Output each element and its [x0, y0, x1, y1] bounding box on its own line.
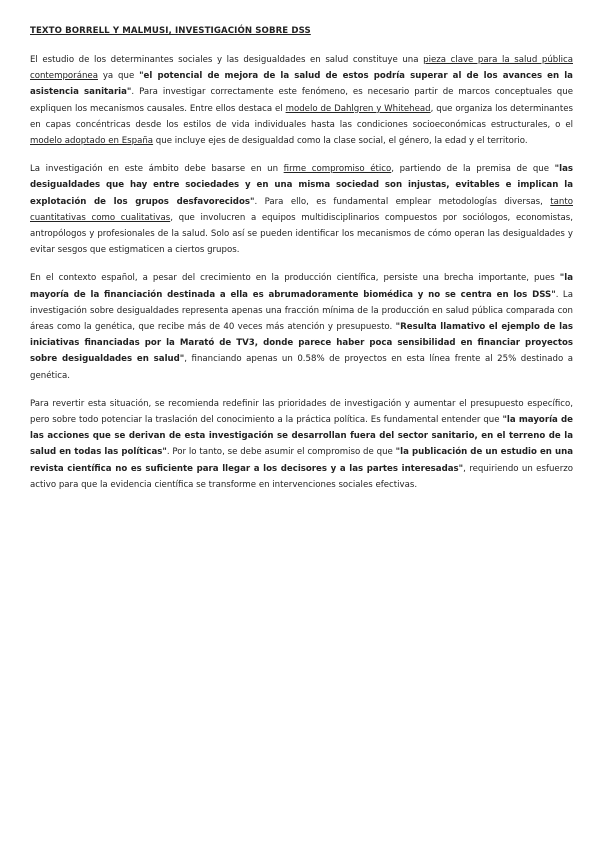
bold-quote: "la publicación de un estudio en una revista científica no es suficiente para llegar a los decisores y a las partes interesadas" [30, 447, 574, 474]
bold-quote: "la mayoría de la financiación destinada a ella es abrumadoramente biomédica y no se centra en los DSS" [30, 273, 573, 300]
text-run: La investigación en este ámbito debe basarse en un [30, 164, 284, 175]
document-page [30, 26, 573, 505]
text-run: . La investigación sobre desigualdades representa apenas una fracción mínima de la producción en salud pública comparada con áreas como la genética, que recibe más de 40 veces más atención y presupuesto. [30, 289, 573, 333]
paragraph-3 [30, 270, 573, 383]
text-run: El estudio de los determinantes sociales y las desigualdades en salud constituye una [30, 55, 424, 65]
underlined-phrase: firme compromiso ético [283, 164, 392, 175]
underlined-phrase: modelo de Dahlgren y Whitehead [285, 103, 431, 114]
bold-quote: "la mayoría de las acciones que se derivan de esta investigación se desarrollan fuera del sector sanitario, en el terreno de la salud en todas las políticas" [30, 415, 573, 458]
underlined-phrase: modelo adoptado en España [30, 136, 154, 147]
paragraph-4 [30, 396, 573, 493]
underlined-phrase: tanto cuantitativas como cualitativas [30, 196, 573, 223]
text-run: Para revertir esta situación, se recomienda redefinir las prioridades de investigación y aumentar el presupuesto específico, pero sobre todo potenciar la traslación del conocimiento a la práctica política. Es fundamental entender que [30, 398, 573, 426]
text-run: , financiando apenas un 0.58% de proyectos en esta línea frente al 25% destinado a genética. [30, 354, 573, 381]
text-run: ya que [97, 71, 140, 82]
bold-quote: "Resulta llamativo el ejemplo de las iniciativas financiadas por la Marató de TV3, donde parece haber poca sensibilidad en financiar proyectos sobre desigualdades en salud" [30, 322, 573, 365]
text-run: , que organiza los determinantes en capas concéntricas desde los estilos de vida individuales hasta las condiciones socioeconómicas estructurales, o el [30, 103, 574, 130]
text-run: , requiriendo un esfuerzo activo para que la evidencia científica se transforme en intervenciones sociales efectivas. [30, 463, 574, 490]
bold-quote: "las desigualdades que hay entre sociedades y en una misma sociedad son injustas, evitables e implican la explotación de los grupos desfavorecidos" [30, 164, 573, 207]
text-run: . Para investigar correctamente este fenómeno, es necesario partir de marcos conceptuales que expliquen los mecanismos causales. Entre ellos destaca el [30, 87, 573, 114]
bold-quote: "el potencial de mejora de la salud de estos podría superar al de los avances en la asistencia sanitaria" [30, 71, 573, 98]
text-run: En el contexto español, a pesar del crecimiento en la producción científica, persiste una brecha importante, pues [30, 273, 560, 284]
underlined-phrase: pieza clave para la salud pública contemporánea [30, 55, 573, 82]
document-title: TEXTO BORRELL Y MALMUSI, INVESTIGACIÓN SOBRE DSS [30, 26, 311, 36]
text-run: , que involucren a equipos multidisciplinarios compuestos por sociólogos, economistas, antropólogos y profesionales de la salud. Solo así se pueden identificar los mecanismos de cómo operan las desigualdades y evitar sesgos que estigmaticen a ciertos grupos. [30, 212, 574, 256]
text-run: . Por lo tanto, se debe asumir el compromiso de que [166, 447, 396, 458]
paragraph-1 [30, 52, 573, 149]
paragraph-2 [30, 161, 573, 258]
document-body [30, 52, 573, 493]
text-run: que incluye ejes de desigualdad como la clase social, el género, la edad y el territorio. [153, 136, 528, 147]
text-run: . Para ello, es fundamental emplear metodologías diversas, [254, 196, 551, 207]
text-run: , partiendo de la premisa de que [391, 164, 555, 175]
